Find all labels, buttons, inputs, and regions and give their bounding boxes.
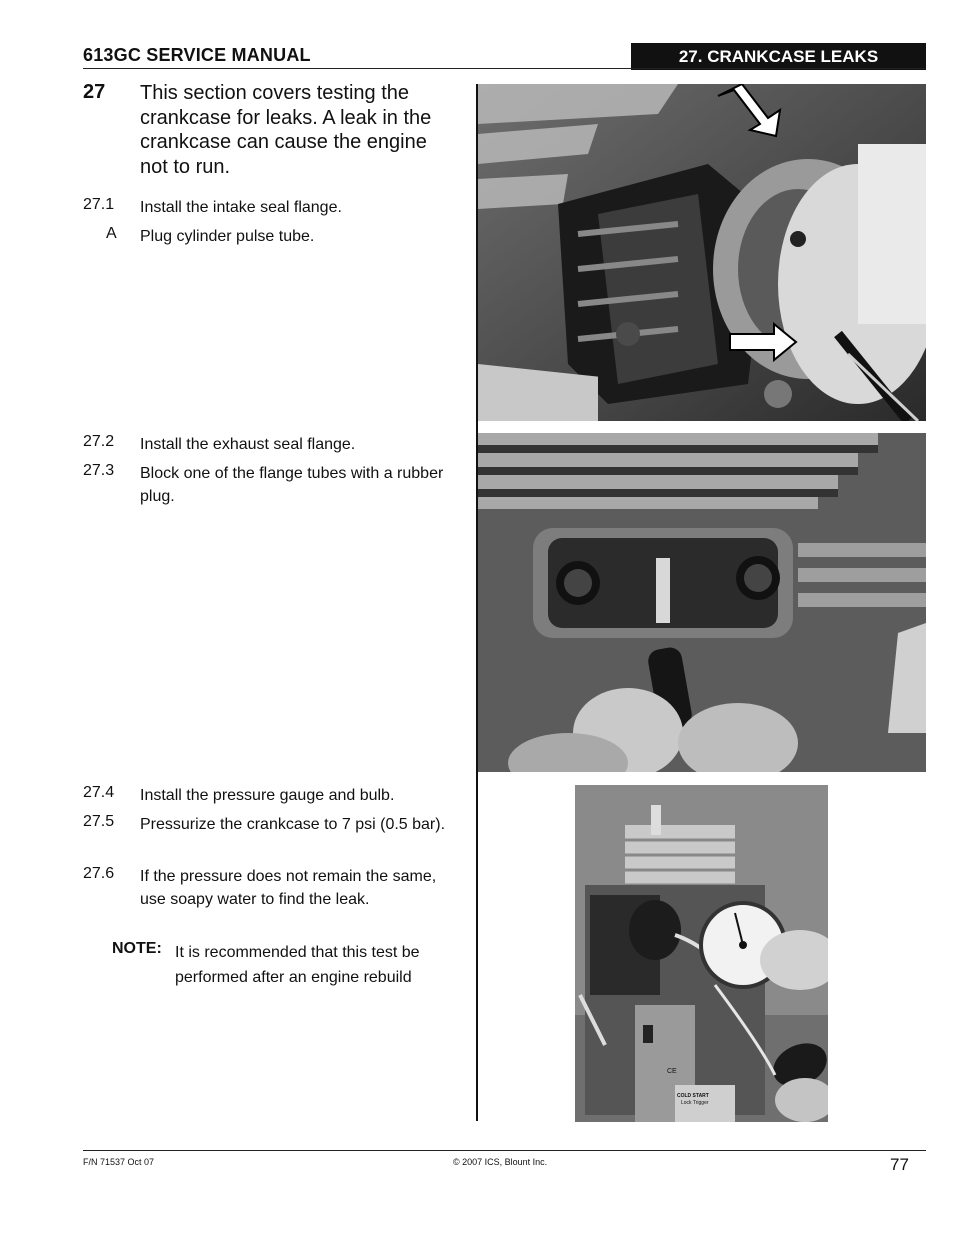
step-number: 27.4	[83, 784, 115, 801]
step-text: Install the intake seal flange.	[140, 199, 342, 216]
step-number: 27.1	[83, 196, 115, 213]
cold-start-label: COLD START	[677, 1093, 709, 1099]
footer-rule	[83, 1150, 926, 1151]
step-text: If the pressure does not remain the same, use soapy water to find the leak.	[140, 868, 437, 908]
copyright: © 2007 ICS, Blount Inc.	[453, 1157, 548, 1167]
step-text: Pressurize the crankcase to 7 psi (0.5 bar).	[140, 816, 446, 833]
intake-flange-photo	[478, 84, 926, 421]
note-text: It is recommended that this test be performed after an engine rebuild	[175, 944, 420, 986]
note-label: NOTE:	[112, 940, 162, 957]
substep-letter: A	[106, 225, 117, 242]
lock-trigger-label: Lock Trigger	[681, 1100, 709, 1106]
step-number: 27.2	[83, 433, 115, 450]
manual-title: 613GC SERVICE MANUAL	[83, 45, 311, 65]
part-number: F/N 71537 Oct 07	[83, 1157, 155, 1167]
step-text: Plug cylinder pulse tube.	[140, 228, 315, 245]
step-number: 27.5	[83, 813, 115, 830]
step-text: Block one of the flange tubes with a rubber plug.	[140, 465, 444, 505]
section-number: 27	[83, 81, 106, 103]
step-number: 27.6	[83, 865, 115, 882]
header-rule	[83, 68, 926, 69]
step-number: 27.3	[83, 462, 115, 479]
step-text: Install the pressure gauge and bulb.	[140, 787, 395, 804]
step-text: Install the exhaust seal flange.	[140, 436, 356, 453]
pressure-gauge-photo	[575, 785, 828, 1122]
page-number: 77	[890, 1155, 909, 1174]
ce-mark: CE	[667, 1068, 677, 1075]
section-intro: This section covers testing the crankcase for leaks. A leak in the crankcase can cause the engine not to run.	[140, 82, 432, 178]
section-tab: 27. CRANKCASE LEAKS	[631, 43, 926, 70]
exhaust-flange-photo	[478, 433, 926, 772]
